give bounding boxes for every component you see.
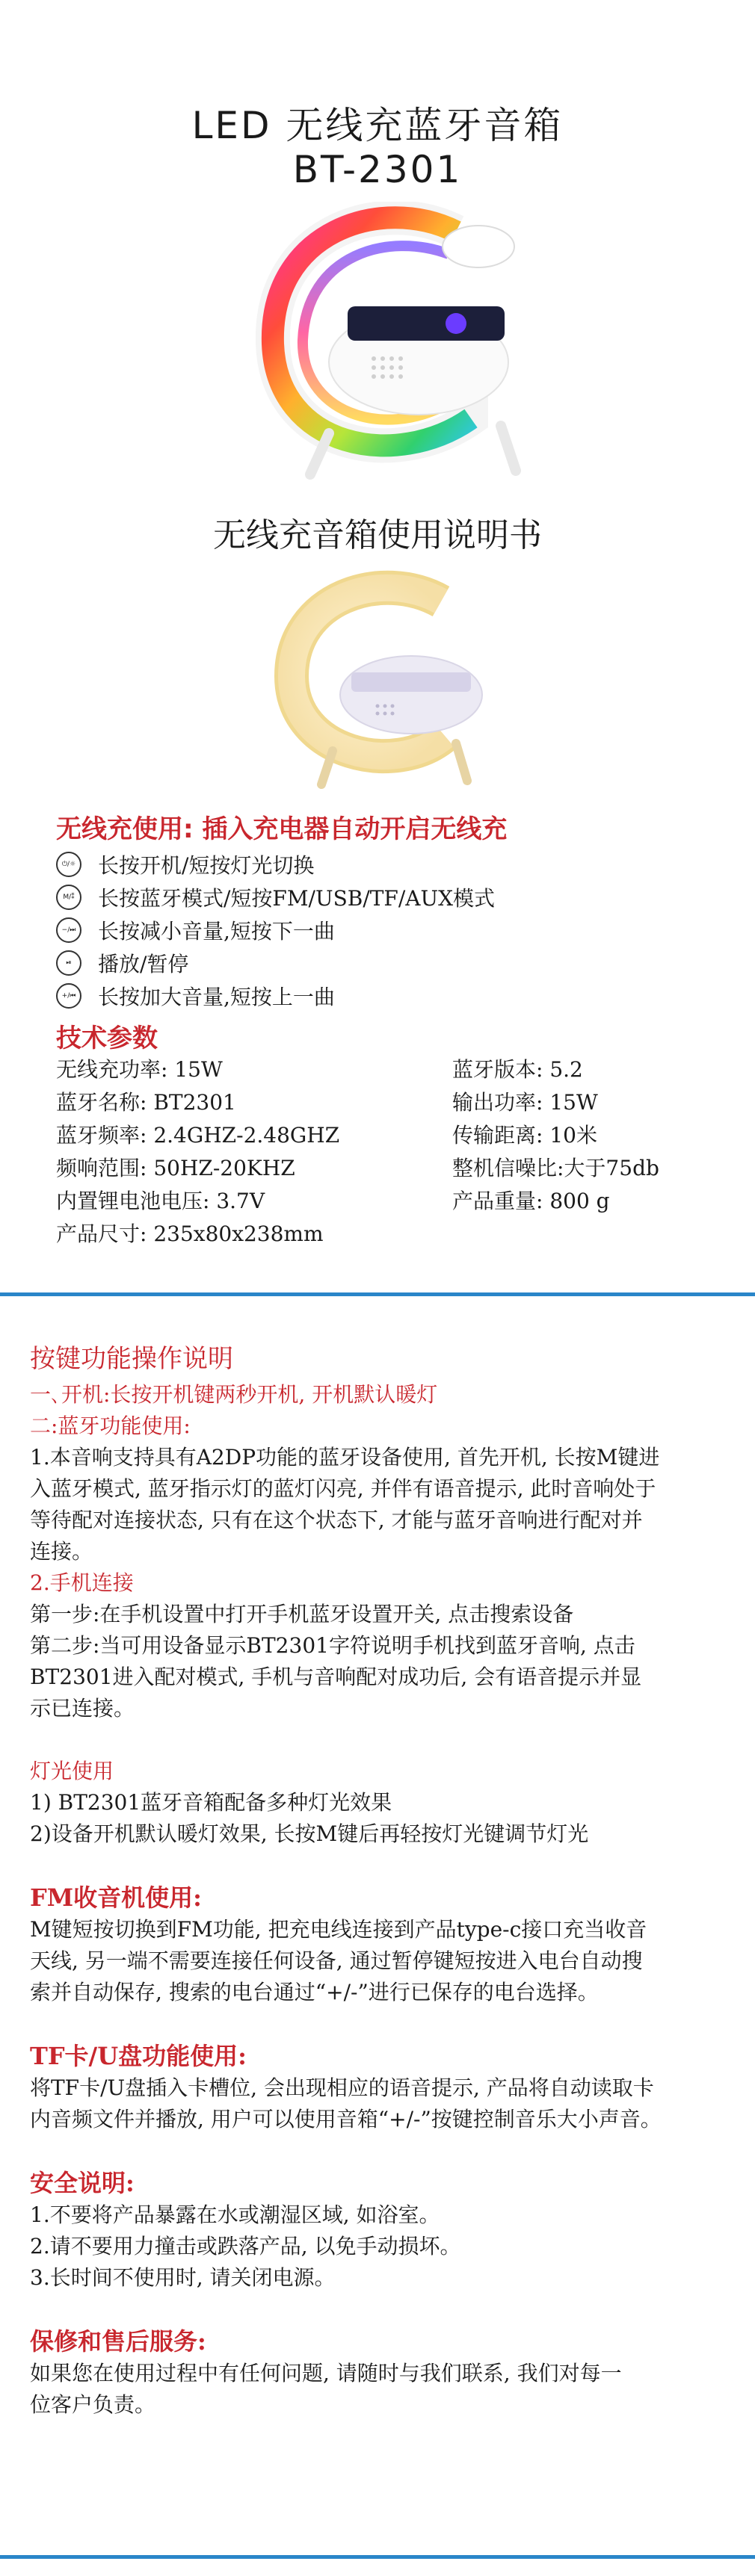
volume-down-next-icon: −/⏭: [56, 917, 81, 943]
volume-up-prev-icon: +/⏮: [56, 983, 81, 1009]
key-label: 长按减小音量,短按下一曲: [98, 919, 335, 944]
specs-left: [56, 1053, 445, 1251]
section-divider: [0, 1292, 755, 1296]
product-image-warm: [269, 568, 493, 792]
text-line: 3.长时间不使用时, 请关闭电源｡: [30, 2265, 325, 2290]
spec-item: 产品尺寸: 235x80x238mm: [56, 1222, 324, 1246]
spec-item: 整机信噪比:大于75db: [452, 1156, 659, 1180]
text-line: 2.请不要用力撞击或跌落产品, 以免手动损坏｡: [30, 2234, 451, 2258]
phone-heading: 2.手机连接: [30, 1570, 134, 1595]
key-item-volume-up: [56, 979, 335, 1012]
text-line: 将TF卡/U盘插入卡槽位, 会出现相应的语音提示, 产品将自动读取卡: [30, 2075, 654, 2100]
spec-item: 输出功率: 15W: [452, 1090, 598, 1115]
text-line: 天线, 另一端不需要连接任何设备, 通过暂停键短按进入电台自动搜: [30, 1948, 643, 1973]
key-item-power: [56, 848, 314, 881]
text-line: 连接｡: [30, 1539, 83, 1564]
text-line: 1.本音响支持具有A2DP功能的蓝牙设备使用, 首先开机, 长按M键进: [30, 1445, 660, 1470]
text-line: 第一步:在手机设置中打开手机蓝牙设置开关, 点击搜索设备: [30, 1602, 574, 1626]
text-line: 等待配对连接状态, 只有在这个状态下, 才能与蓝牙音响进行配对并: [30, 1508, 643, 1532]
wireless-charging-notice: 无线充使用: 插入充电器自动开启无线充: [56, 814, 508, 844]
fm-heading: FM收音机使用:: [30, 1883, 202, 1912]
text-line: 1.不要将产品暴露在水或潮湿区域, 如浴室｡: [30, 2202, 430, 2227]
key-item-play: [56, 947, 188, 979]
spec-item: 无线充功率: 15W: [56, 1057, 223, 1082]
text-line: 内音频文件并播放, 用户可以使用音箱“+/-”按键控制音乐大小声音｡: [30, 2107, 651, 2131]
bottom-divider: [0, 2555, 755, 2559]
key-item-mode: [56, 881, 495, 914]
product-image-rgb: [232, 202, 531, 486]
safety-heading: 安全说明:: [30, 2169, 135, 2197]
spec-item: 蓝牙频率: 2.4GHZ-2.48GHZ: [56, 1123, 340, 1148]
spec-item: 蓝牙版本: 5.2: [452, 1057, 583, 1082]
spec-item: 蓝牙名称: BT2301: [56, 1090, 236, 1115]
spec-item: 内置锂电池电压: 3.7V: [56, 1189, 265, 1213]
product-model: BT-2301: [292, 148, 463, 191]
tf-heading: TF卡/U盘功能使用:: [30, 2042, 247, 2070]
specs-right: [452, 1053, 736, 1218]
text-line: 如果您在使用过程中有任何问题, 请随时与我们联系, 我们对每一: [30, 2361, 622, 2385]
text-line: 1) BT2301蓝牙音箱配备多种灯光效果: [30, 1790, 392, 1815]
bt-heading: 二:蓝牙功能使用:: [30, 1414, 191, 1438]
spec-item: 传输距离: 10米: [452, 1123, 597, 1148]
manual-title: 无线充音箱使用说明书: [213, 516, 542, 554]
key-label: 长按蓝牙模式/短按FM/USB/TF/AUX模式: [98, 886, 496, 911]
text-line: 2)设备开机默认暖灯效果, 长按M键后再轻按灯光键调节灯光: [30, 1821, 589, 1846]
product-title: LED 无线充蓝牙音箱: [191, 104, 564, 147]
key-label: 长按开机/短按灯光切换: [98, 853, 315, 878]
light-heading: 灯光使用: [30, 1759, 114, 1783]
key-item-volume-down: [56, 914, 335, 947]
power-light-icon: ⏻/☼: [56, 852, 81, 877]
play-pause-icon: ⏯: [56, 950, 81, 976]
text-line: 示已连接｡: [30, 1696, 125, 1721]
manual-body: [30, 1343, 725, 2421]
text-line: M键短按切换到FM功能, 把充电线连接到产品type-c接口充当收音: [30, 1917, 647, 1942]
key-label: 长按加大音量,短按上一曲: [98, 985, 335, 1009]
text-line: 第二步:当可用设备显示BT2301字符说明手机找到蓝牙音响, 点击: [30, 1633, 635, 1658]
text-line: 入蓝牙模式, 蓝牙指示灯的蓝灯闪亮, 并伴有语音提示, 此时音响处于: [30, 1476, 656, 1501]
key-label: 播放/暂停: [98, 952, 189, 976]
service-heading: 保修和售后服务:: [30, 2327, 206, 2356]
mode-icon: M/⁑: [56, 885, 81, 910]
manual-heading: 按键功能操作说明: [30, 1344, 233, 1374]
spec-item: 频响范围: 50HZ-20KHZ: [56, 1156, 295, 1180]
text-line: 索并自动保存, 搜索的电台通过“+/-”进行已保存的电台选择｡: [30, 1980, 588, 2004]
power-on-line: 一､开机:长按开机键两秒开机, 开机默认暖灯: [30, 1382, 438, 1407]
spec-item: 产品重量: 800 g: [452, 1189, 610, 1213]
specs-title: 技术参数: [56, 1024, 158, 1053]
text-line: 位客户负责｡: [30, 2392, 146, 2417]
text-line: BT2301进入配对模式, 手机与音响配对成功后, 会有语音提示并显: [30, 1665, 642, 1689]
